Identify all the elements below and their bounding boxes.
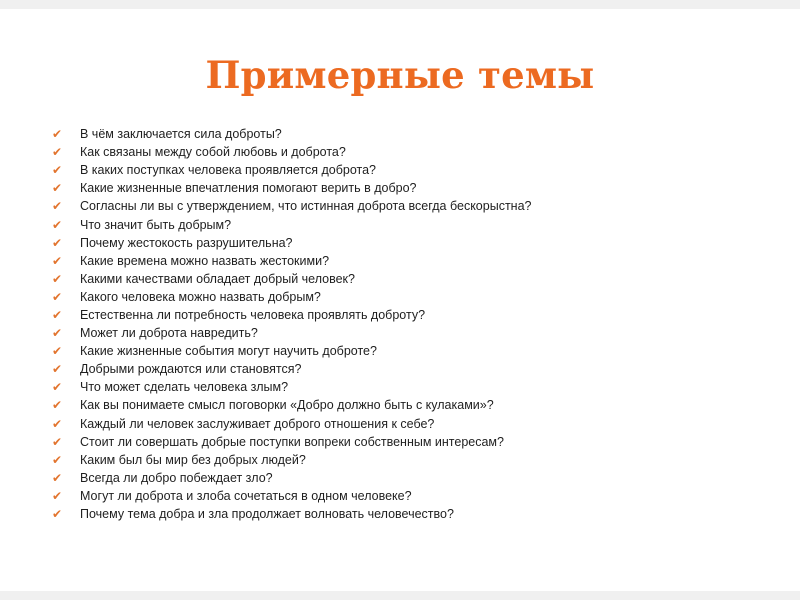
list-item bbox=[52, 324, 772, 342]
list-item bbox=[52, 487, 772, 505]
list-item bbox=[52, 179, 772, 197]
topic-text: Что может сделать человека злым? bbox=[80, 380, 289, 395]
list-item bbox=[52, 342, 772, 360]
checkmark-icon: ✔ bbox=[52, 289, 63, 304]
checkmark-icon: ✔ bbox=[52, 344, 63, 359]
list-item bbox=[52, 197, 772, 215]
checkmark-icon: ✔ bbox=[52, 470, 63, 485]
topic-text: Может ли доброта навредить? bbox=[80, 326, 258, 341]
list-item bbox=[52, 433, 772, 451]
checkmark-icon: ✔ bbox=[52, 488, 63, 503]
bottom-border bbox=[0, 591, 800, 600]
list-item bbox=[52, 125, 772, 143]
checkmark-icon: ✔ bbox=[52, 127, 63, 142]
checkmark-icon: ✔ bbox=[52, 199, 63, 214]
checkmark-icon: ✔ bbox=[52, 235, 63, 250]
topic-text: Всегда ли добро побеждает зло? bbox=[80, 470, 273, 485]
list-item bbox=[52, 396, 772, 414]
topic-list bbox=[52, 125, 772, 523]
checkmark-icon: ✔ bbox=[52, 434, 63, 449]
slide-title: Примерные темы bbox=[205, 53, 595, 97]
topic-text: Почему жестокость разрушительна? bbox=[80, 235, 293, 250]
list-item bbox=[52, 360, 772, 378]
list-item bbox=[52, 234, 772, 252]
list-item bbox=[52, 288, 772, 306]
topic-text: Каждый ли человек заслуживает доброго отношения к себе? bbox=[80, 416, 435, 431]
list-item bbox=[52, 378, 772, 396]
checkmark-icon: ✔ bbox=[52, 416, 63, 431]
checkmark-icon: ✔ bbox=[52, 362, 63, 377]
topic-text: Какого человека можно назвать добрым? bbox=[80, 289, 321, 304]
topic-text: Что значит быть добрым? bbox=[80, 217, 232, 232]
topic-text: Какие жизненные события могут научить доброте? bbox=[80, 344, 377, 359]
topic-text: В каких поступках человека проявляется доброта? bbox=[80, 163, 377, 178]
list-item bbox=[52, 161, 772, 179]
list-item bbox=[52, 270, 772, 288]
topic-text: Естественна ли потребность человека проявлять доброту? bbox=[80, 307, 426, 322]
topic-text: Могут ли доброта и злоба сочетаться в одном человеке? bbox=[80, 488, 412, 503]
checkmark-icon: ✔ bbox=[52, 253, 63, 268]
list-item bbox=[52, 505, 772, 523]
topic-text: Почему тема добра и зла продолжает волновать человечество? bbox=[80, 507, 454, 522]
checkmark-icon: ✔ bbox=[52, 163, 63, 178]
checkmark-icon: ✔ bbox=[52, 380, 63, 395]
list-item bbox=[52, 143, 772, 161]
topic-text: В чём заключается сила доброты? bbox=[80, 127, 282, 142]
checkmark-icon: ✔ bbox=[52, 507, 63, 522]
topic-text: Как вы понимаете смысл поговорки «Добро должно быть с кулаками»? bbox=[80, 398, 494, 413]
checkmark-icon: ✔ bbox=[52, 398, 63, 413]
topic-text: Согласны ли вы с утверждением, что истинная доброта всегда бескорыстна? bbox=[80, 199, 532, 214]
list-item bbox=[52, 252, 772, 270]
list-item bbox=[52, 306, 772, 324]
list-item bbox=[52, 469, 772, 487]
checkmark-icon: ✔ bbox=[52, 145, 63, 160]
checkmark-icon: ✔ bbox=[52, 271, 63, 286]
checkmark-icon: ✔ bbox=[52, 217, 63, 232]
topic-text: Какие времена можно назвать жестокими? bbox=[80, 253, 330, 268]
topic-text: Добрыми рождаются или становятся? bbox=[80, 362, 302, 377]
top-border bbox=[0, 0, 800, 9]
checkmark-icon: ✔ bbox=[52, 326, 63, 341]
list-item bbox=[52, 451, 772, 469]
checkmark-icon: ✔ bbox=[52, 181, 63, 196]
topic-text: Какими качествами обладает добрый человек? bbox=[80, 271, 355, 286]
topic-text: Какие жизненные впечатления помогают верить в добро? bbox=[80, 181, 417, 196]
checkmark-icon: ✔ bbox=[52, 452, 63, 467]
list-item bbox=[52, 415, 772, 433]
topic-text: Стоит ли совершать добрые поступки вопреки собственным интересам? bbox=[80, 434, 504, 449]
checkmark-icon: ✔ bbox=[52, 307, 63, 322]
topic-text: Как связаны между собой любовь и доброта? bbox=[80, 145, 346, 160]
list-item bbox=[52, 215, 772, 233]
topic-text: Каким был бы мир без добрых людей? bbox=[80, 452, 306, 467]
